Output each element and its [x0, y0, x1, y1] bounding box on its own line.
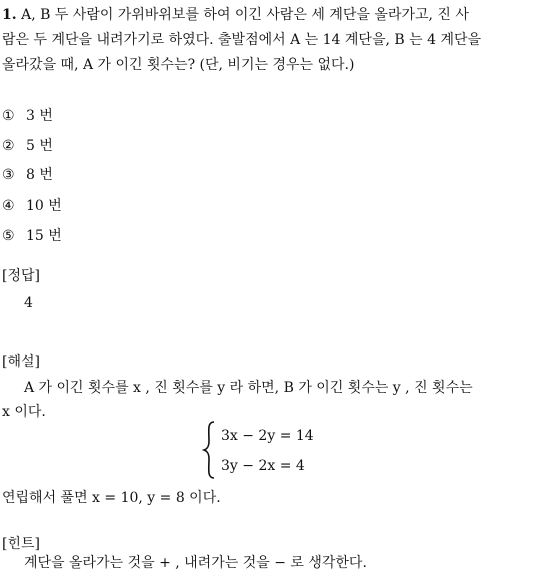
answer-value: 4 — [24, 295, 33, 311]
choice-marker: ⑤ — [2, 228, 15, 244]
question-line-1 — [2, 8, 469, 22]
choice-text: 15 번 — [26, 228, 62, 244]
explanation-line-1: A 가 이긴 횟수를 x , 진 횟수를 y 라 하면, B 가 이긴 횟수는 y , 진 횟수는 — [24, 380, 473, 396]
choice-1[interactable] — [2, 109, 53, 123]
choice-marker: ③ — [2, 167, 15, 183]
choice-marker: ④ — [2, 198, 15, 214]
question-line-2: 람은 두 계단을 내려가기로 하였다. 출발점에서 A 는 14 계단을, B 는 4 계단을 — [2, 32, 482, 48]
choice-text: 8 번 — [26, 167, 53, 183]
question-number: 1. — [2, 7, 17, 23]
answer-label: [정답] — [2, 268, 40, 284]
explanation-line-3: 연립해서 풀면 x = 10, y = 8 이다. — [2, 490, 221, 506]
equation-2: 3y − 2x = 4 — [221, 458, 305, 474]
choice-text: 5 번 — [26, 138, 53, 154]
equation-1: 3x − 2y = 14 — [221, 428, 314, 444]
question-line-3: 올라갔을 때, A 가 이긴 횟수는? (단, 비기는 경우는 없다.) — [2, 57, 355, 73]
choice-text: 10 번 — [26, 198, 62, 214]
choice-3[interactable] — [2, 168, 53, 182]
explanation-label: [해설] — [2, 354, 40, 370]
choice-marker: ① — [2, 108, 15, 124]
explanation-line-2: x 이다. — [2, 404, 46, 420]
choice-text: 3 번 — [26, 108, 53, 124]
system-brace — [202, 421, 216, 479]
hint-label: [힌트] — [2, 536, 40, 552]
choice-4[interactable] — [2, 199, 62, 213]
choice-marker: ② — [2, 138, 15, 154]
question-text-1: A, B 두 사람이 가위바위보를 하여 이긴 사람은 세 계단을 올라가고, 진 사 — [21, 7, 469, 23]
choice-5[interactable] — [2, 229, 62, 243]
choice-2[interactable] — [2, 139, 53, 153]
hint-text: 계단을 올라가는 것을 + , 내려가는 것을 − 로 생각한다. — [24, 555, 367, 571]
